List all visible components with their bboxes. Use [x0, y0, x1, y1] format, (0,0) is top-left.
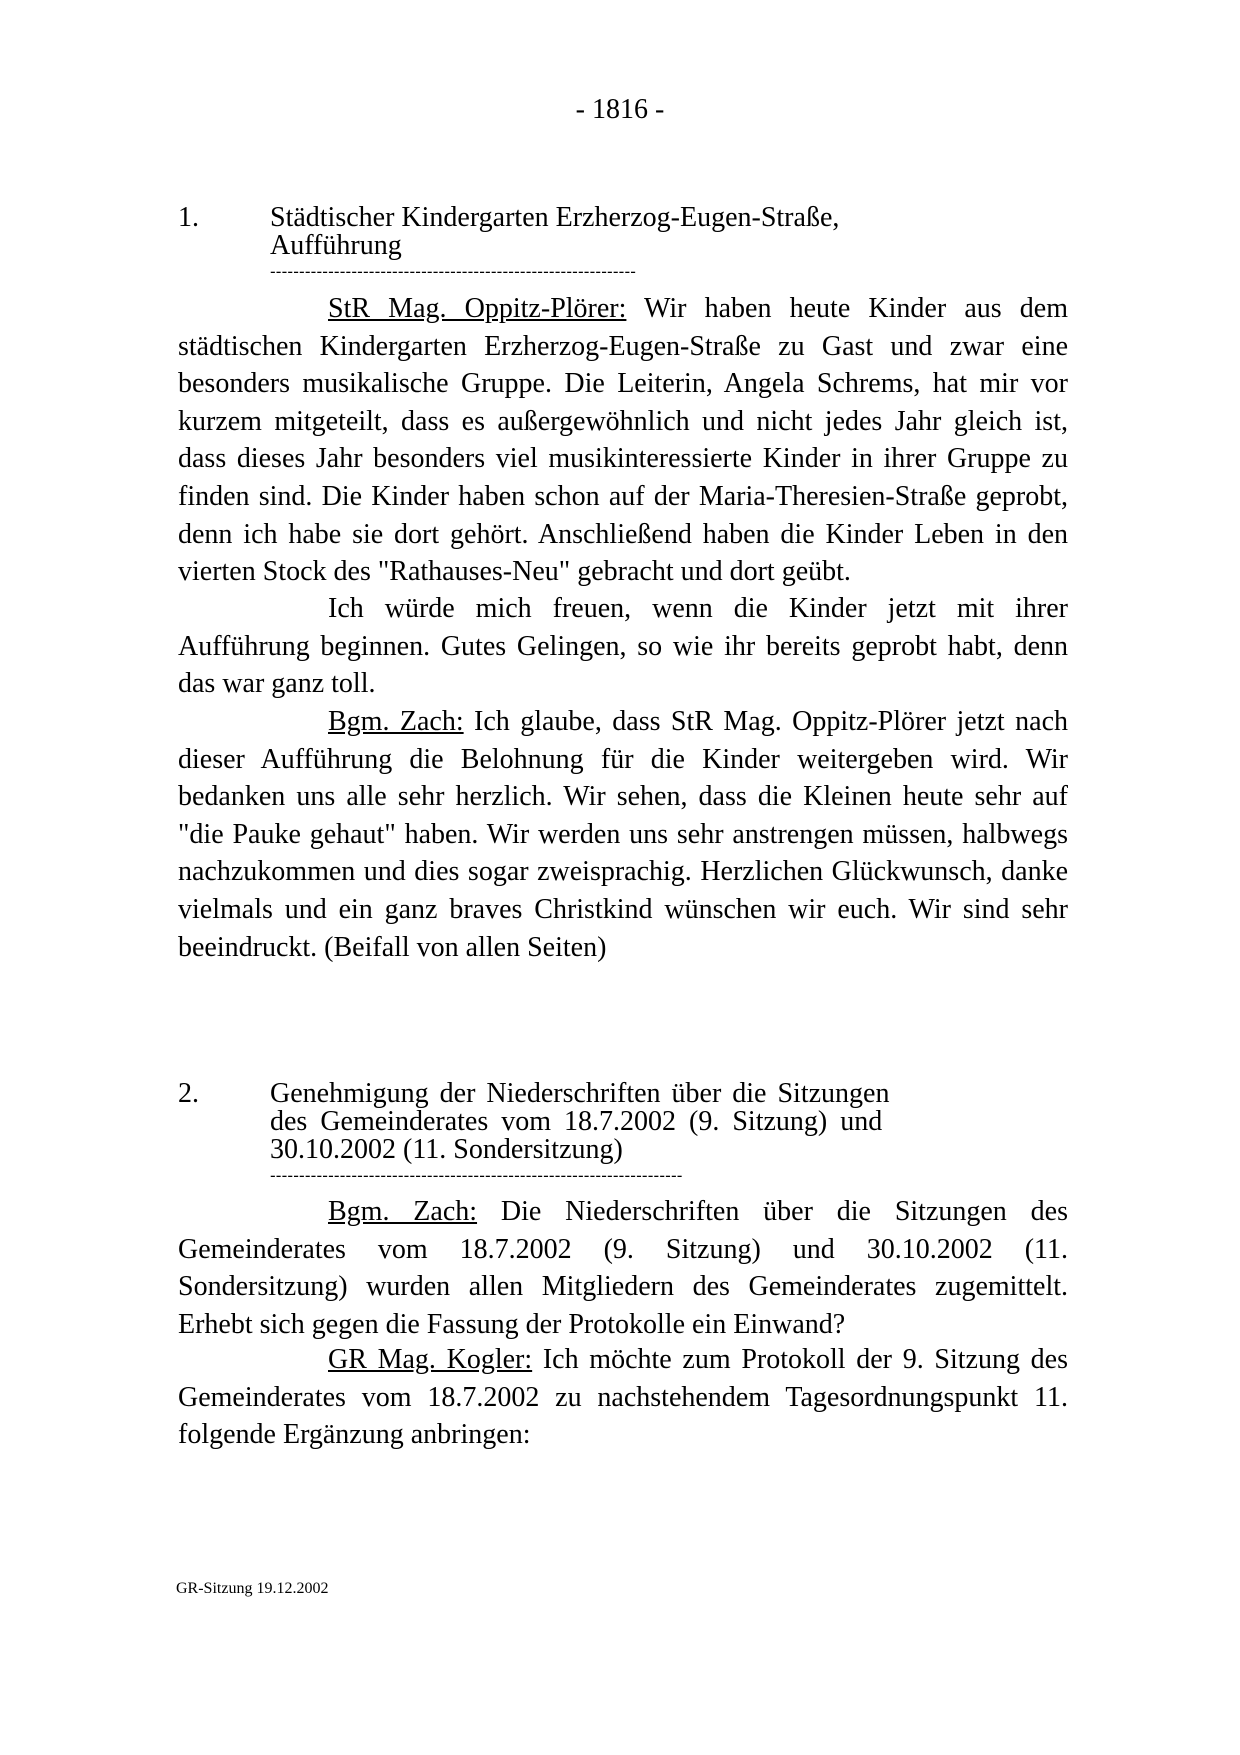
paragraph-text: Die Niederschriften über die Sitzungen des Gemeinderates vom 18.7.2002 (9. Sitzung) und 30.10.2002 (11. Sondersitzung) wurden allen Mitgliedern des Gemeinderates zugemittelt. Erhebt sich gegen die Fassung der Protokolle ein Einwand? — [178, 1196, 1068, 1340]
section-1-paragraph-1 — [178, 290, 1068, 591]
speaker-name: Bgm. Zach: — [328, 1196, 478, 1227]
paragraph-text: Wir haben heute Kinder aus dem städtischen Kindergarten Erzherzog-Eugen-Straße zu Gast und zwar eine besonders musikalische Gruppe. Die Leiterin, Angela Schrems, hat mir vor kurzem mitgeteilt, dass es außergewöhnlich und nicht jedes Jahr gleich ist, dass dieses Jahr besonders viel musikinteressierte Kinder in ihrer Gruppe zu finden sind. Die Kinder haben schon auf der Maria-Theresien-Straße geprobt, denn ich habe sie dort gehört. Anschließend haben die Kinder Leben in den vierten Stock des "Rathauses-Neu" gebracht und dort geübt. — [178, 293, 1068, 588]
section-2-paragraph-2 — [178, 1341, 1068, 1454]
section-1-paragraph-2 — [178, 590, 1068, 703]
section-1-number: 1. — [178, 202, 199, 233]
section-2-paragraph-1 — [178, 1193, 1068, 1343]
speaker-name: StR Mag. Oppitz-Plörer: — [328, 293, 627, 324]
section-1-title-line-2: Aufführung — [270, 230, 402, 261]
paragraph-text: Ich würde mich freuen, wenn die Kinder jetzt mit ihrer Aufführung beginnen. Gutes Gelingen, so wie ihr bereits geprobt habt, denn das war ganz toll. — [178, 593, 1068, 700]
section-2-title-line-1: Genehmigung der Niederschriften über die Sitzungen — [270, 1078, 890, 1109]
section-1-rule: --------------------------------------------------------------- — [270, 262, 637, 281]
section-1-paragraph-3 — [178, 703, 1068, 966]
speaker-name: Bgm. Zach: — [328, 706, 464, 737]
page-footer: GR-Sitzung 19.12.2002 — [176, 1580, 329, 1597]
section-2-title-line-2: des Gemeinderates vom 18.7.2002 (9. Sitzung) und — [270, 1106, 883, 1137]
section-2-rule: ----------------------------------------------------------------------- — [270, 1166, 683, 1185]
paragraph-text: Ich glaube, dass StR Mag. Oppitz-Plörer jetzt nach dieser Aufführung die Belohnung für die Kinder weitergeben wird. Wir bedanken uns alle sehr herzlich. Wir sehen, dass die Kleinen heute sehr auf "die Pauke gehaut" haben. Wir werden uns sehr anstrengen müssen, halbwegs nachzukommen und dies sogar zweisprachig. Herzlichen Glückwunsch, danke vielmals und ein ganz braves Christkind wünschen wir euch. Wir sind sehr beeindruckt. (Beifall von allen Seiten) — [178, 706, 1068, 963]
speaker-name: GR Mag. Kogler: — [328, 1344, 533, 1375]
section-2-title-line-3: 30.10.2002 (11. Sondersitzung) — [270, 1134, 623, 1165]
section-2-number: 2. — [178, 1078, 199, 1109]
section-1-title-line-1: Städtischer Kindergarten Erzherzog-Eugen-Straße, — [270, 202, 840, 233]
paragraph-text: Ich möchte zum Protokoll der 9. Sitzung des Gemeinderates vom 18.7.2002 zu nachstehendem Tagesordnungspunkt 11. folgende Ergänzung anbringen: — [178, 1344, 1068, 1451]
page-number: - 1816 - — [575, 94, 665, 125]
